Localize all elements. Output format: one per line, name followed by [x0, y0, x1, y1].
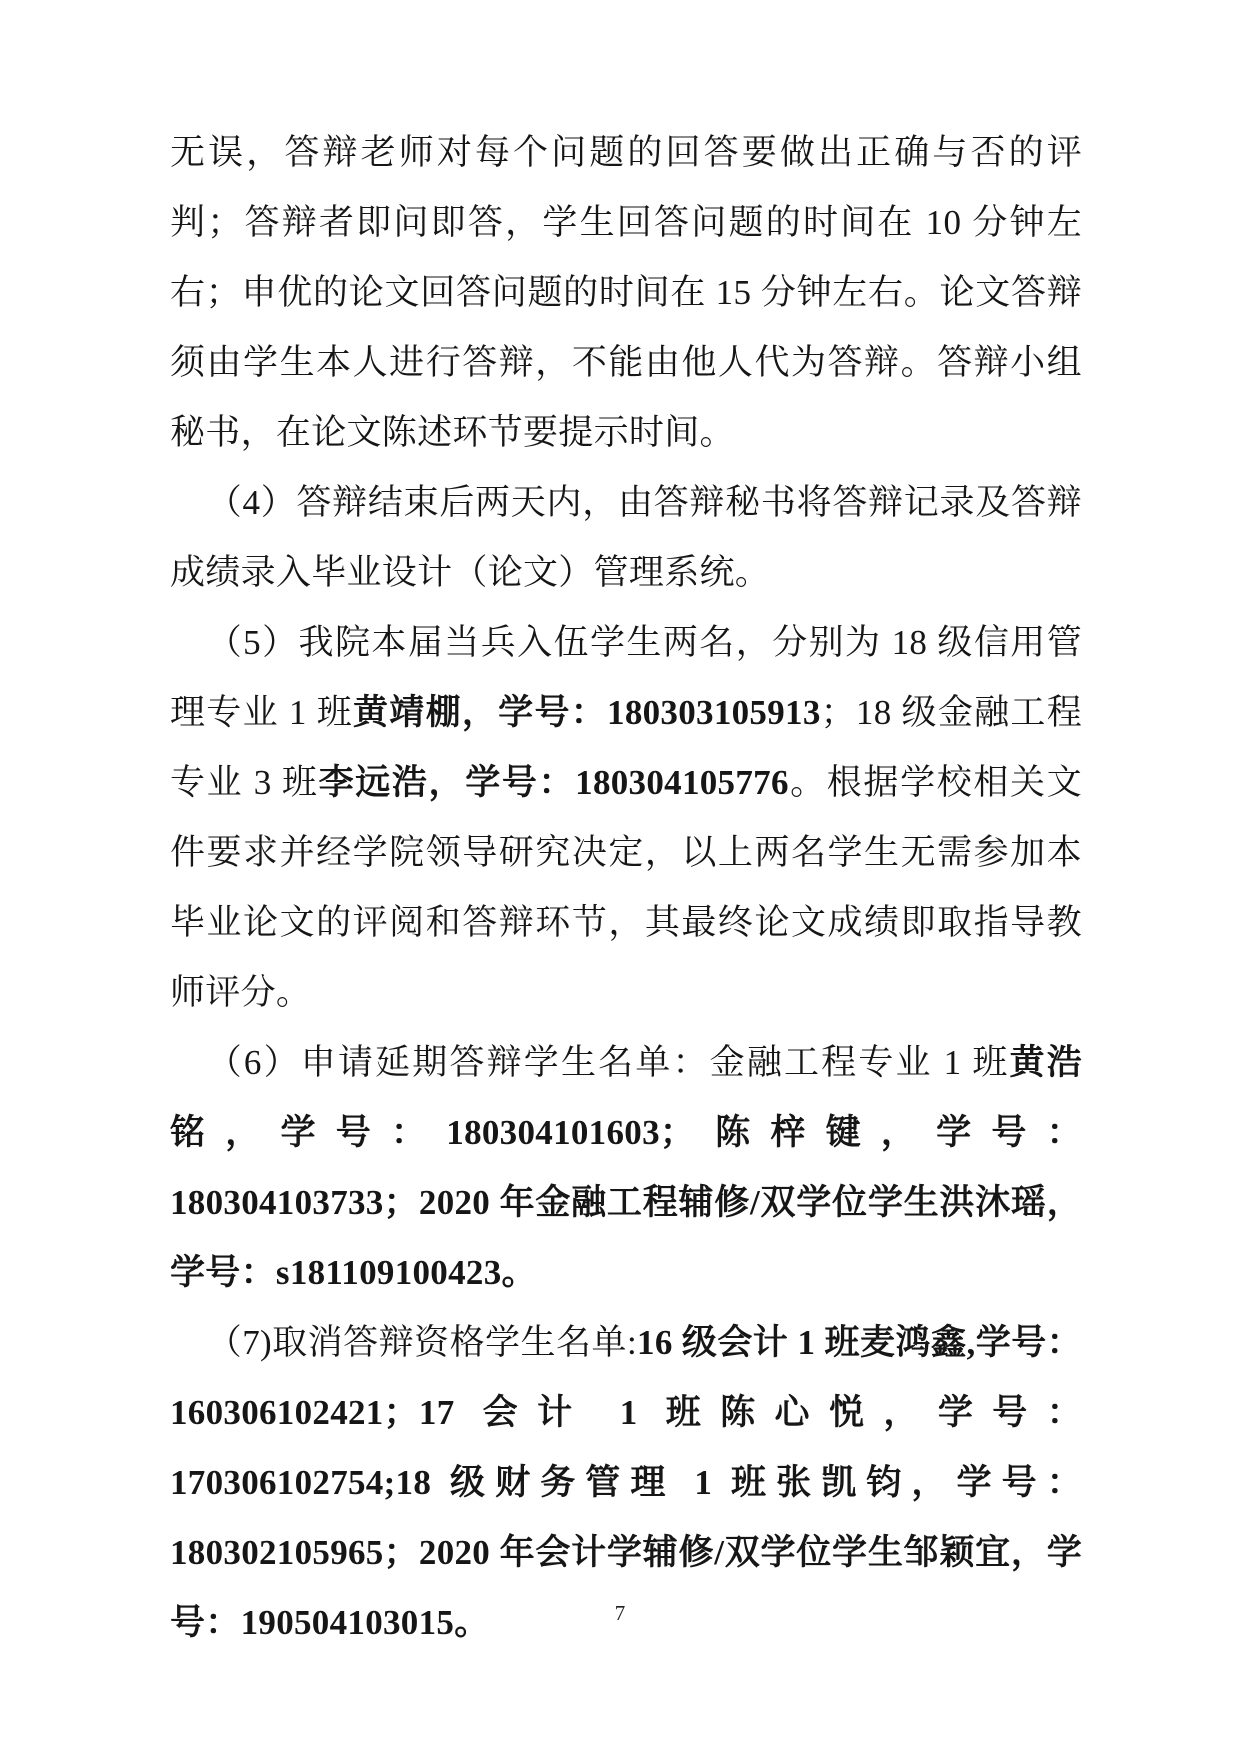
text-run-bold: 黄浩铭，学号：180304101603；陈梓键，学号：180304103733；2020 年金融工程辅修/双学位学生洪沐瑶，学号：s181109100423。	[170, 1043, 1083, 1292]
text-run-bold: 16 级会计 1 班麦鸿鑫,学号：160306102421；17 会计 1 班陈心悦，学号：170306102754;18 级财务管理 1 班张凯钧，学号：180302105965；2020 年会计学辅修/双学位学生邹颖宜，学号：190504103015。	[170, 1323, 1082, 1642]
text-run-bold: 李远浩，学号：180304105776	[318, 763, 789, 802]
paragraph	[170, 1028, 1082, 1308]
paragraph	[170, 118, 1082, 468]
text-run: 。根据学校相关文件要求并经学院领导研究决定，以上两名学生无需参加本毕业论文的评阅和答辩环节，其最终论文成绩即取指导教师评分。	[170, 763, 1082, 1012]
paragraph	[170, 468, 1082, 608]
text-run: （4）答辩结束后两天内，由答辩秘书将答辩记录及答辩成绩录入毕业设计（论文）管理系统。	[170, 483, 1082, 592]
document-body	[170, 118, 1082, 1658]
page-number: 7	[614, 1601, 626, 1625]
text-run: （6）申请延期答辩学生名单：金融工程专业 1 班	[206, 1043, 1010, 1082]
text-run: ；18 级金融工程专业 3 班	[170, 693, 1083, 802]
text-run: （5）我院本届当兵入伍学生两名，分别为 18 级信用管理专业 1 班	[170, 623, 1082, 732]
paragraph	[170, 608, 1082, 1028]
text-run: （7)取消答辩资格学生名单:	[206, 1323, 638, 1362]
text-run-bold: 黄靖棚，学号：180303105913	[353, 693, 821, 732]
text-run: 无误，答辩老师对每个问题的回答要做出正确与否的评判；答辩者即问即答，学生回答问题的时间在 10 分钟左右；申优的论文回答问题的时间在 15 分钟左右。论文答辩须由学生本人进行答辩，不能由他人代为答辩。答辩小组秘书，在论文陈述环节要提示时间。	[170, 133, 1082, 452]
